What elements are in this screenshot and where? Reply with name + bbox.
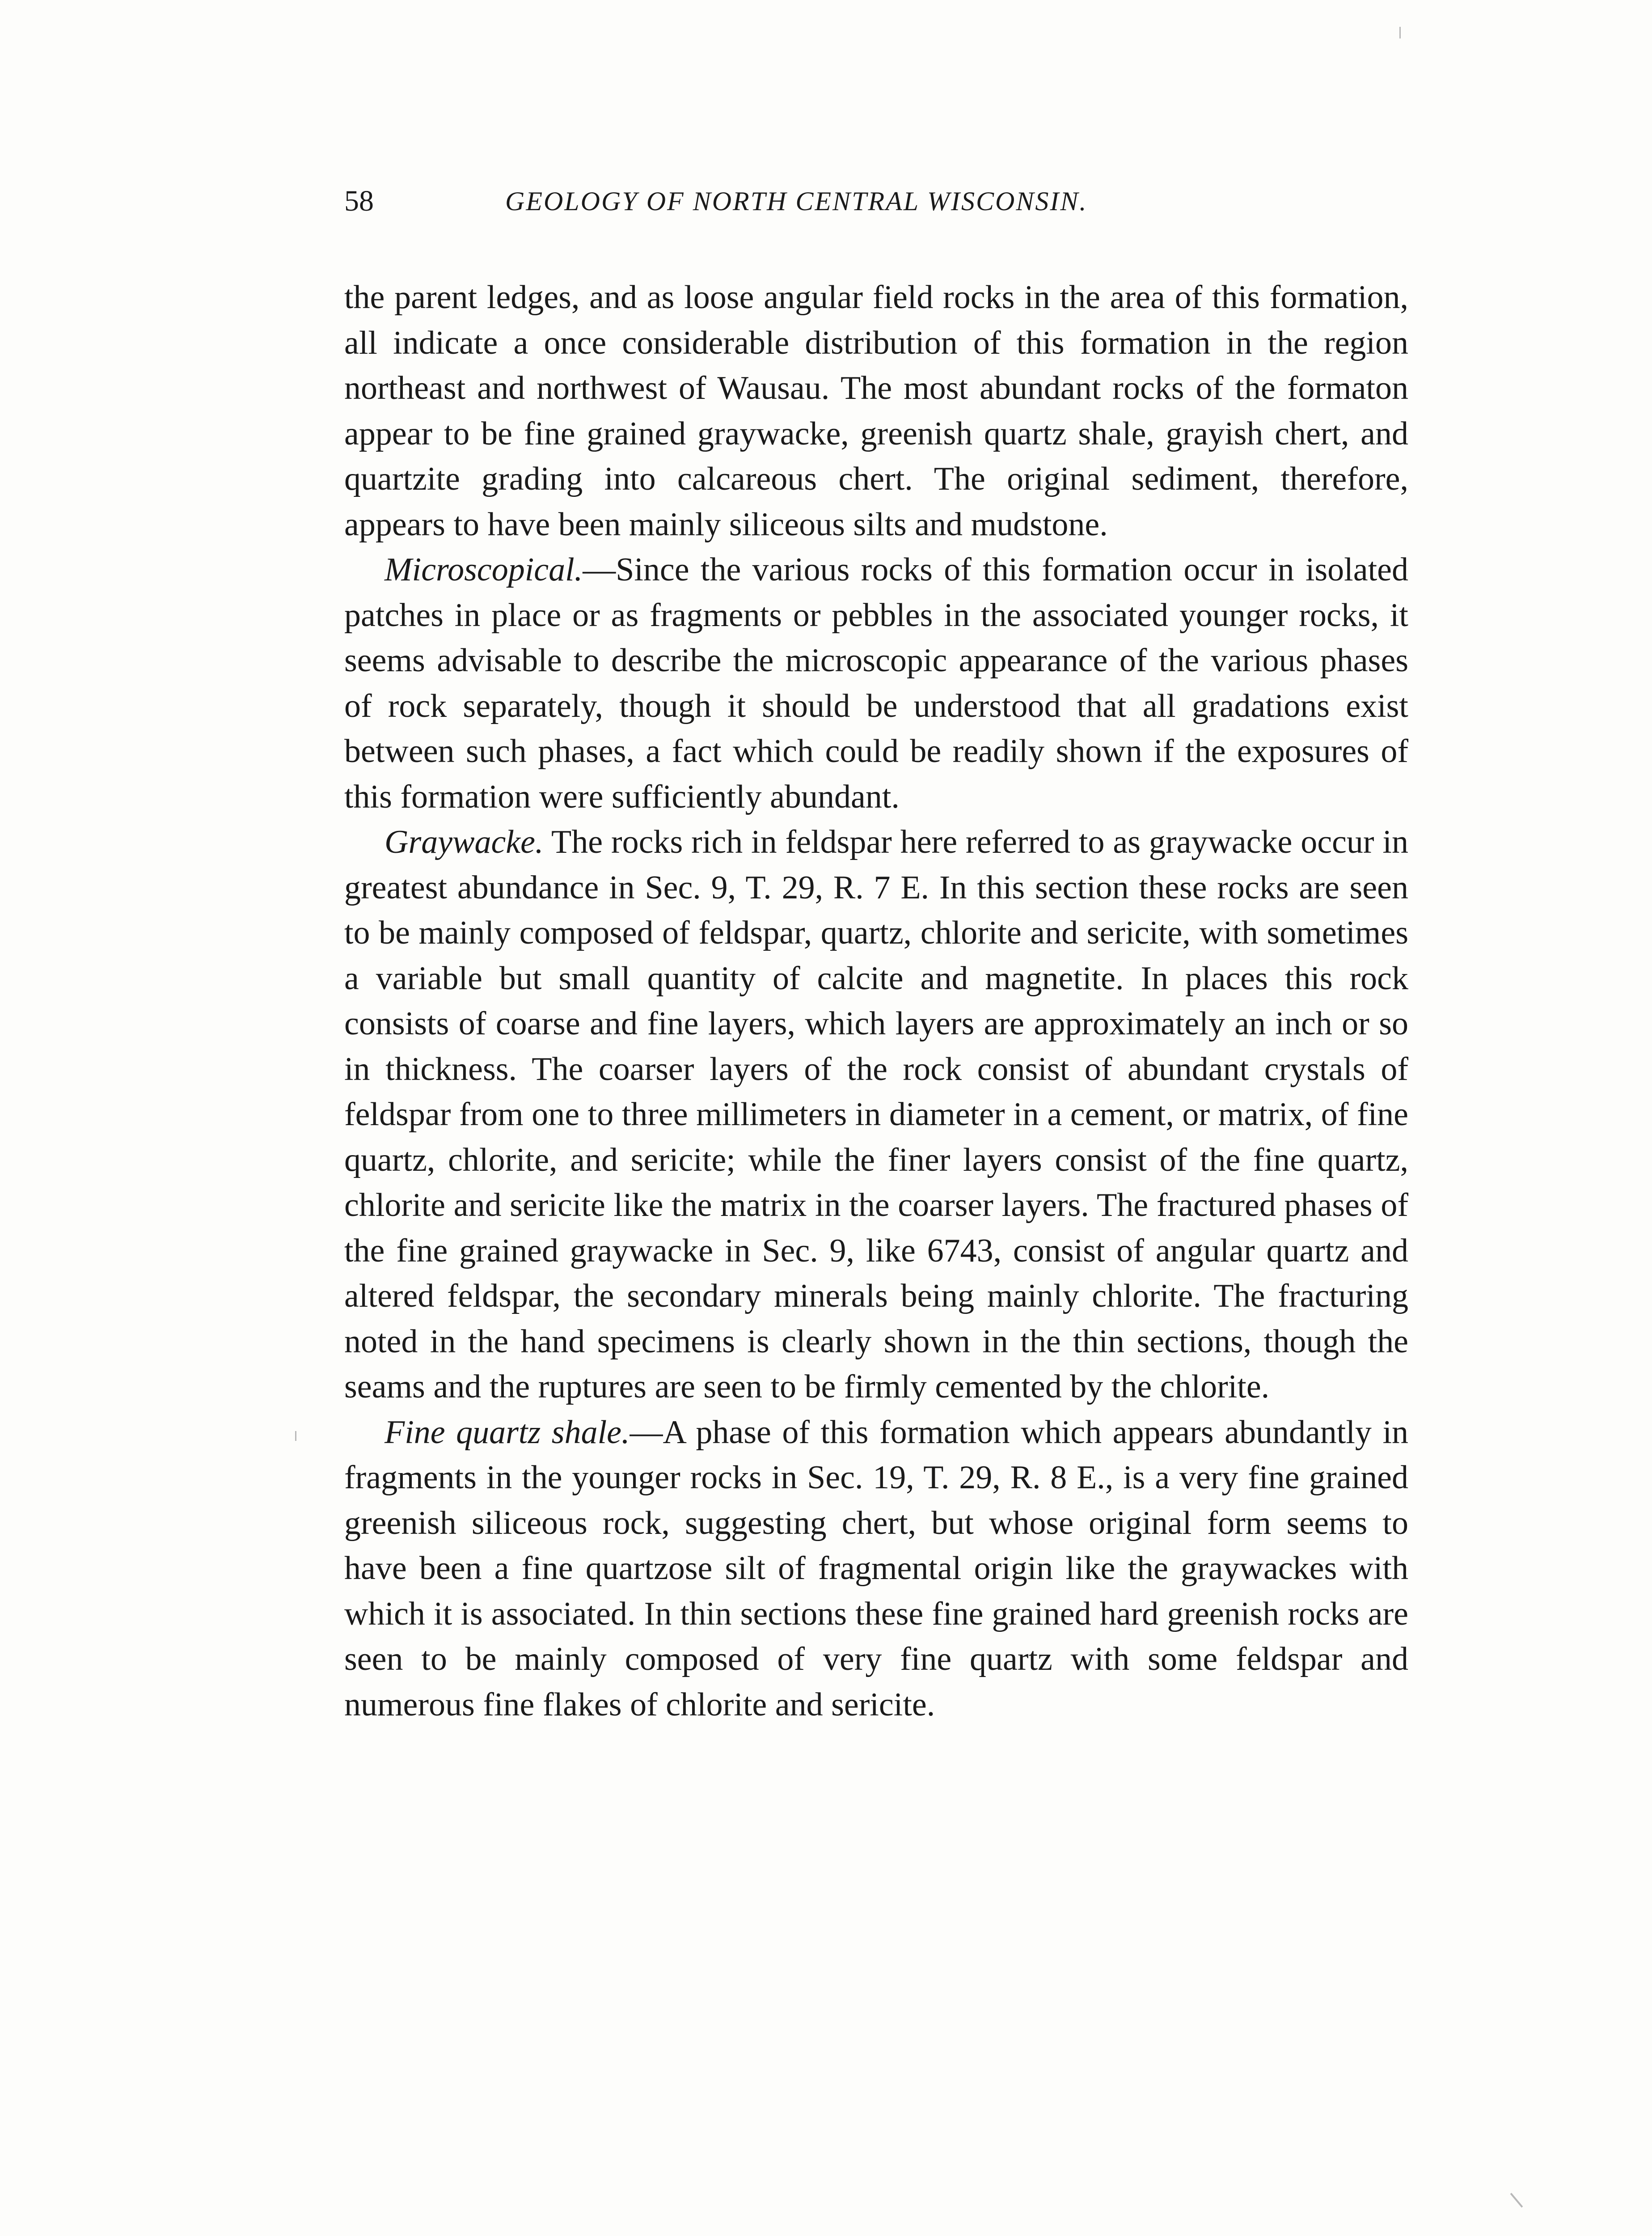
run-in-heading: Microscopical.: [384, 551, 583, 588]
paragraph-microscopical: [344, 547, 1408, 820]
paragraph-fine-quartz-shale: [344, 1410, 1408, 1728]
paragraph-text: —A phase of this formation which appears abundantly in fragments in the younger rocks in Sec. 19, T. 29, R. 8 E., is a very fine grained greenish siliceous rock, suggesting chert, but whose original form seems to have been a fine quartzose silt of fragmental origin like the graywackes with which it is associated. In thin sections these fine grained hard greenish rocks are seen to be mainly composed of very fine quartz with some feldspar and numerous fine flakes of chlorite and sericite.: [344, 1414, 1409, 1723]
run-in-heading: Fine quartz shale.: [384, 1414, 630, 1451]
scan-mark: [295, 1431, 296, 1441]
scan-mark: [1399, 27, 1401, 38]
page-header: [344, 179, 1417, 233]
paragraph-text: the parent ledges, and as loose angular field rocks in the area of this formation, all indicate a once considerable distribution of this formation in the region northeast and northwest of Wausau. The most abundant rocks of the formaton appear to be fine grained graywacke, greenish quartz shale, grayish chert, and quartzite grading into calcareous chert. The original sediment, therefore, appears to have been mainly siliceous silts and mudstone.: [344, 279, 1408, 543]
paragraph-text: —Since the various rocks of this formation occur in isolated patches in place or as fragments or pebbles in the associated younger rocks, it seems advisable to describe the microscopic appearance of the various phases of rock separately, though it should be understood that all gradations exist between such phases, a fact which could be readily shown if the exposures of this formation were sufficiently abundant.: [344, 551, 1408, 815]
run-in-heading: Graywacke.: [384, 824, 544, 860]
body-text: [344, 275, 1408, 1728]
paragraph-continuation: [344, 275, 1408, 547]
page-number: 58: [344, 185, 374, 217]
paragraph-graywacke: [344, 820, 1408, 1410]
paragraph-text: The rocks rich in feldspar here referred to as graywacke occur in greatest abundance in Sec. 9, T. 29, R. 7 E. In this section these rocks are seen to be mainly composed of feldspar, quartz, chlorite and sericite, with sometimes a variable but small quantity of calcite and magnetite. In places this rock consists of coarse and fine layers, which layers are approximately an inch or so in thickness. The coarser layers of the rock consist of abundant crystals of feldspar from one to three millimeters in diameter in a cement, or matrix, of fine quartz, chlorite, and sericite; while the finer layers consist of the fine quartz, chlorite and sericite like the matrix in the coarser layers. The fractured phases of the fine grained graywacke in Sec. 9, like 6743, consist of angular quartz and altered feldspar, the secondary minerals being mainly chlorite. The fracturing noted in the hand specimens is clearly shown in the thin sections, though the seams and the ruptures are seen to be firmly cemented by the chlorite.: [344, 824, 1408, 1405]
scan-mark: [1510, 2193, 1523, 2207]
running-head: GEOLOGY OF NORTH CENTRAL WISCONSIN.: [505, 186, 1088, 216]
